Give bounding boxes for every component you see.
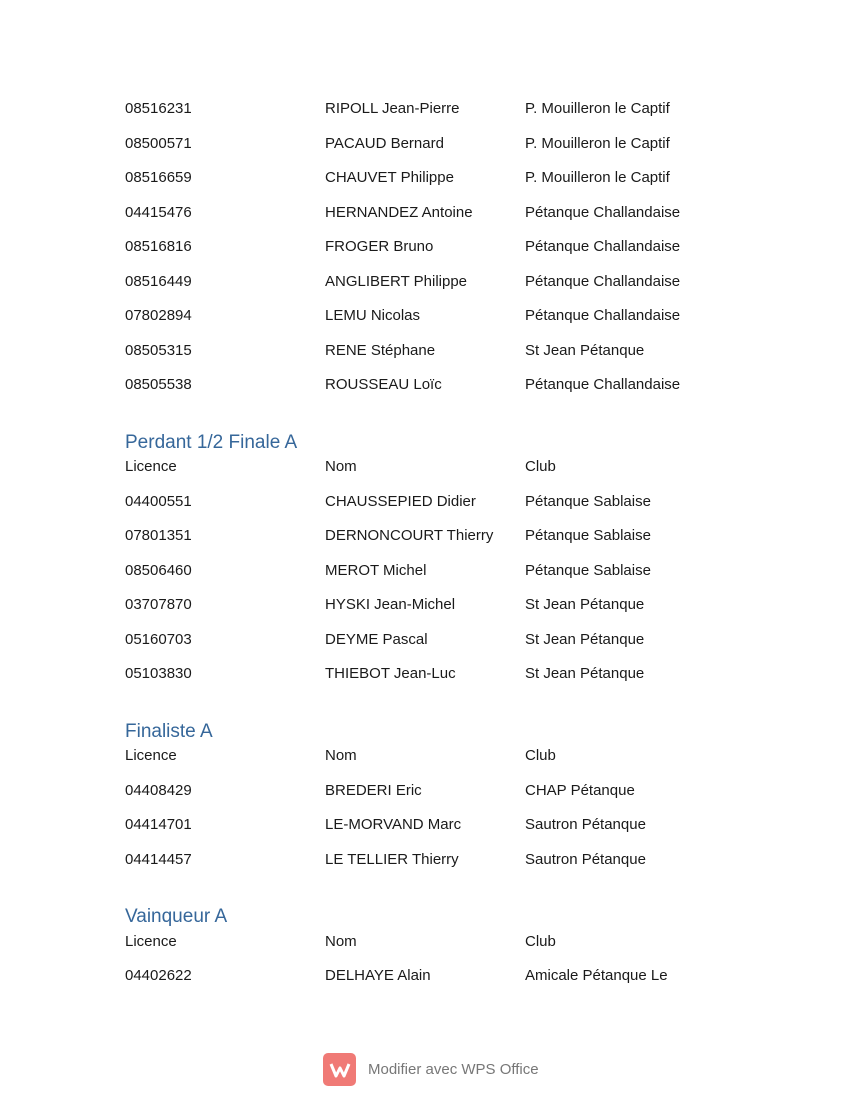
licence-cell: 04400551: [125, 492, 192, 510]
club-cell: Pétanque Sablaise: [525, 527, 651, 544]
nom-cell: MEROT Michel: [325, 561, 427, 579]
club-cell: Sautron Pétanque: [525, 816, 646, 833]
licence-cell: Licence: [125, 747, 177, 764]
licence-cell: 04414457: [125, 850, 192, 868]
table-row: [125, 265, 745, 300]
licence-cell: 08505538: [125, 376, 192, 393]
club-cell: St Jean Pétanque: [525, 630, 645, 648]
club-cell: St Jean Pétanque: [525, 665, 645, 682]
table-row: [125, 519, 745, 554]
table-header-row: [125, 450, 745, 485]
table-header-row: [125, 925, 745, 960]
club-cell: Pétanque Sablaise: [525, 492, 651, 510]
club-cell: Club: [525, 932, 556, 950]
licence-cell: Licence: [125, 458, 177, 475]
table-row: [125, 774, 745, 809]
licence-cell: 08516231: [125, 100, 192, 117]
wps-edit-label: Modifier avec WPS Office: [368, 1061, 539, 1078]
club-cell: St Jean Pétanque: [525, 341, 645, 359]
licence-cell: 04415476: [125, 203, 192, 221]
nom-cell: RIPOLL Jean-Pierre: [325, 100, 460, 117]
nom-cell: DELHAYE Alain: [325, 967, 431, 984]
club-cell: P. Mouilleron le Captif: [525, 169, 670, 186]
nom-cell: ROUSSEAU Loïc: [325, 376, 442, 393]
nom-cell: LEMU Nicolas: [325, 307, 421, 324]
licence-cell: 07801351: [125, 527, 192, 544]
nom-cell: ANGLIBERT Philippe: [325, 272, 468, 290]
document-page: [125, 92, 745, 994]
nom-cell: RENE Stéphane: [325, 341, 436, 359]
section-title: Vainqueur A: [125, 906, 228, 927]
licence-cell: 04414701: [125, 816, 192, 833]
section-title: Perdant 1/2 Finale A: [125, 431, 298, 453]
club-cell: Club: [525, 747, 556, 764]
club-cell: Pétanque Challandaise: [525, 307, 681, 324]
nom-cell: DEYME Pascal: [325, 630, 428, 648]
club-cell: Club: [525, 458, 556, 475]
club-cell: Sautron Pétanque: [525, 850, 646, 868]
licence-cell: 04408429: [125, 781, 192, 799]
nom-cell: BREDERI Eric: [325, 781, 422, 799]
club-cell: Pétanque Challandaise: [525, 376, 681, 393]
nom-cell: FROGER Bruno: [325, 238, 434, 255]
licence-cell: 05103830: [125, 665, 192, 682]
nom-cell: DERNONCOURT Thierry: [325, 527, 494, 544]
nom-cell: PACAUD Bernard: [325, 134, 444, 152]
licence-cell: Licence: [125, 932, 177, 950]
table-row: [125, 92, 745, 127]
nom-cell: Nom: [325, 747, 357, 764]
nom-cell: THIEBOT Jean-Luc: [325, 665, 456, 682]
club-cell: St Jean Pétanque: [525, 596, 645, 613]
licence-cell: 08516659: [125, 169, 192, 186]
table-row: [125, 959, 745, 994]
nom-cell: HERNANDEZ Antoine: [325, 203, 473, 221]
table-row: [125, 623, 745, 658]
nom-cell: CHAUVET Philippe: [325, 169, 454, 186]
club-cell: Pétanque Challandaise: [525, 203, 681, 221]
section-title: Finaliste A: [125, 720, 213, 742]
licence-cell: 07802894: [125, 307, 192, 324]
licence-cell: 08505315: [125, 341, 192, 359]
table-row: [125, 196, 745, 231]
nom-cell: Nom: [325, 458, 357, 475]
licence-cell: 04402622: [125, 967, 192, 984]
club-cell: P. Mouilleron le Captif: [525, 134, 670, 152]
licence-cell: 08506460: [125, 561, 192, 579]
licence-cell: 03707870: [125, 596, 192, 613]
table-row: [125, 808, 745, 843]
nom-cell: HYSKI Jean-Michel: [325, 596, 456, 613]
nom-cell: Nom: [325, 932, 357, 950]
club-cell: Pétanque Challandaise: [525, 272, 681, 290]
nom-cell: CHAUSSEPIED Didier: [325, 492, 476, 510]
table-row: [125, 334, 745, 369]
table-row: [125, 368, 745, 403]
club-cell: Pétanque Challandaise: [525, 238, 681, 255]
table-row: [125, 161, 745, 196]
wps-logo-icon: [323, 1053, 356, 1086]
table-row: [125, 843, 745, 878]
licence-cell: 08500571: [125, 134, 192, 152]
club-cell: Pétanque Sablaise: [525, 561, 651, 579]
licence-cell: 08516816: [125, 238, 192, 255]
table-row: [125, 657, 745, 692]
table-header-row: [125, 739, 745, 774]
table-row: [125, 230, 745, 265]
licence-cell: 05160703: [125, 630, 192, 648]
table-row: [125, 299, 745, 334]
table-row: [125, 485, 745, 520]
nom-cell: LE-MORVAND Marc: [325, 816, 462, 833]
club-cell: P. Mouilleron le Captif: [525, 100, 670, 117]
club-cell: CHAP Pétanque: [525, 781, 635, 799]
table-row: [125, 588, 745, 623]
table-row: [125, 554, 745, 589]
wps-edit-banner[interactable]: [323, 1053, 539, 1086]
nom-cell: LE TELLIER Thierry: [325, 850, 459, 868]
licence-cell: 08516449: [125, 272, 192, 290]
club-cell: Amicale Pétanque Le: [525, 967, 668, 984]
table-row: [125, 127, 745, 162]
